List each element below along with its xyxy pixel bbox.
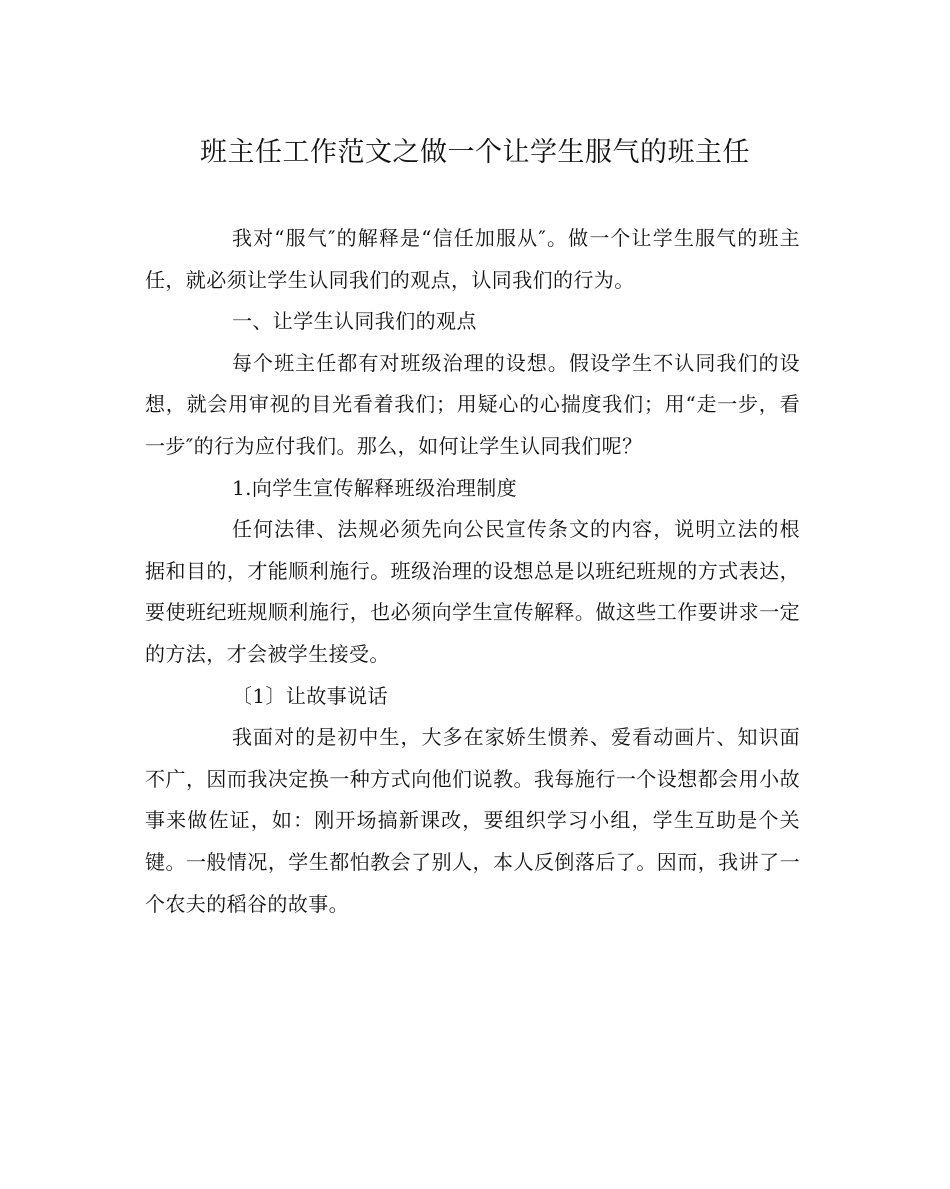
paragraph-story: 我面对的是初中生，大多在家娇生惯养、爱看动画片、知识面不广，因而我决定换一种方式向他们说教。我每施行一个设想都会用小故事来做佐证，如：刚开场搞新课改，要组织学习小组，学生互助是个关键。一般情况，学生都怕教会了别人，本人反倒落后了。因而，我讲了一个农夫的稻谷的故事。 <box>145 725 800 916</box>
document-title: 班主任工作范文之做一个让学生服气的班主任 <box>200 137 750 168</box>
document-body <box>145 218 800 925</box>
paragraph-intro: 我对“服气″的解释是“信任加服从″。做一个让学生服气的班主任，就必须让学生认同我们的观点，认同我们的行为。 <box>145 226 800 292</box>
item-heading-1: 〔1〕让故事说话 <box>232 683 388 708</box>
paragraph-ideas: 每个班主任都有对班级治理的设想。假设学生不认同我们的设想，就会用审视的目光看着我们；用疑心的心揣度我们；用“走一步，看一步″的行为应付我们。那么，如何让学生认同我们呢？ <box>145 350 800 458</box>
section-heading-1: 一、让学生认同我们的观点 <box>232 309 477 334</box>
paragraph-law-analogy: 任何法律、法规必须先向公民宣传条文的内容，说明立法的根据和目的，才能顺利施行。班级治理的设想总是以班纪班规的方式表达，要使班纪班规顺利施行，也必须向学生宣传解释。做这些工作要讲求一定的方法，才会被学生接受。 <box>145 517 800 666</box>
subsection-heading-1: 1.向学生宣传解释班级治理制度 <box>232 475 518 500</box>
